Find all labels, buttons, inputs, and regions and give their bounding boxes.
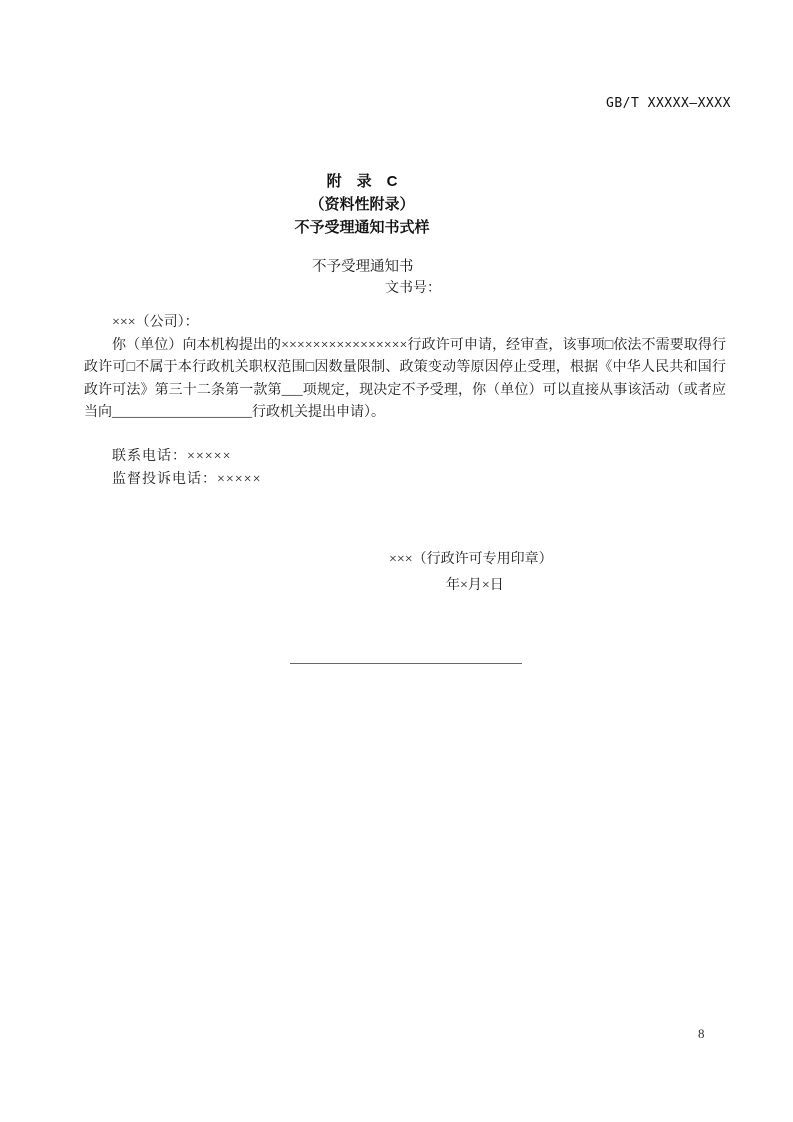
appendix-type-label: （资料性附录）: [309, 196, 415, 213]
standard-number-header: GB/T XXXXX—XXXX: [606, 96, 731, 111]
footnote-rule: [290, 663, 522, 664]
appendix-title: 附 录 C: [326, 173, 398, 190]
signature-line: ×××（行政许可专用印章）: [389, 552, 553, 567]
notice-title: 不予受理通知书: [312, 259, 414, 275]
doc-number-label: 文书号：: [385, 281, 441, 296]
notice-paragraph: 你（单位）向本机构提出的××××××××××××××××行政许可申请，经审查，该事项□依法不需要取得行政许可□不属于本行政机关职权范围□因数量限制、政策变动等原因停止受理，根据《中华人民共和国行政许可法》第三十二条第一款第___项规定，现决定不予受理，你（单位）可以直接从事该活动（或者应当向____________________行政机关提出申请）。: [84, 337, 726, 420]
salutation-line: ×××（公司）：: [112, 315, 199, 330]
appendix-title-block: [84, 170, 640, 239]
contact-phone-line: 联系电话：×××××: [112, 449, 232, 464]
appendix-subject: 不予受理通知书式样: [294, 219, 430, 236]
contact-block: [84, 445, 261, 492]
complaint-phone-line: 监督投诉电话：×××××: [112, 472, 262, 488]
notice-body: [84, 312, 726, 425]
signature-date: 年×月×日: [446, 578, 504, 593]
page-number: 8: [698, 1026, 705, 1041]
